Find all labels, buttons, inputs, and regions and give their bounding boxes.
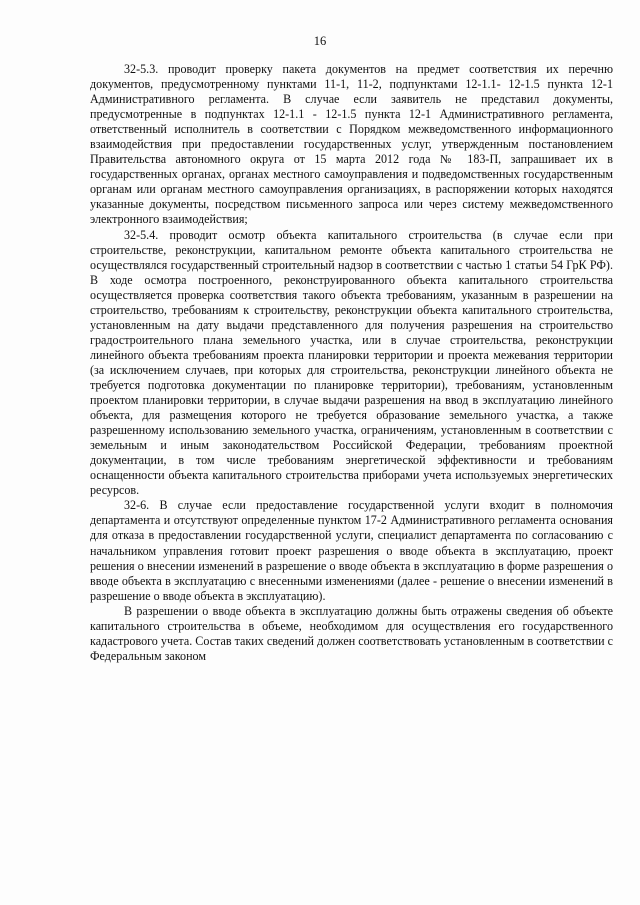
paragraph-32-5-4: 32-5.4. проводит осмотр объекта капитального строительства (в случае если при строительстве, реконструкции, капитальном ремонте объекта капитального строительства не осуществлялся государственный строительный надзор в соответствии с частью 1 статьи 54 ГрК РФ). В ходе осмотра построенного, реконструированного объекта капитального строительства осуществляется проверка соответствия такого объекта требованиям, указанным в разрешении на строительство, требованиям к строительству, реконструкции объекта капитального строительства, установленным на дату выдачи представленного для получения разрешения на строительство градостроительного плана земельного участка, или в случае строительства, реконструкции линейного объекта требованиям проекта планировки территории и проекта межевания территории (за исключением случаев, при которых для строительства, реконструкции линейного объекта не требуется подготовка документации по планировке территории), требованиям, установленным проектом планировки территории, в случае выдачи разрешения на ввод в эксплуатацию линейного объекта, для размещения которого не требуется образование земельного участка, а также разрешенному использованию земельного участка, ограничениям, установленным в соответствии с земельным и иным законодательством Российской Федерации, требованиям проектной документации, в том числе требованиям энергетической эффективности и требованиям оснащенности объекта капитального строительства приборами учета используемых энергетических ресурсов. (90, 227, 613, 498)
paragraph-32-5-3: 32-5.3. проводит проверку пакета документов на предмет соответствия их перечню документов, предусмотренному пунктами 11-1, 11-2, подпунктами 12-1.1- 12-1.5 пункта 12-1 Административного регламента. В случае если заявитель не представил документы, предусмотренные в подпунктах 12-1.1 - 12-1.5 пункта 12-1 Административного регламента, ответственный исполнитель в соответствии с Порядком межведомственного информационного взаимодействия при предоставлении государственных услуг, утвержденным постановлением Правительства автономного округа от 15 марта 2012 года № 183-П, запрашивает их в государственных органах, органах местного самоуправления и подведомственных государственным органам или органам местного самоуправления организациях, в распоряжении которых находятся указанные документы, посредством письменного запроса или через систему межведомственного электронного взаимодействия; (90, 62, 613, 227)
paragraph-permit-content: В разрешении о вводе объекта в эксплуатацию должны быть отражены сведения об объекте капитального строительства в объеме, необходимом для осуществления его государственного кадастрового учета. Состав таких сведений должен соответствовать установленным в соответствии с Федеральным законом (90, 603, 613, 663)
paragraph-32-6: 32-6. В случае если предоставление государственной услуги входит в полномочия департамента и отсутствуют определенные пунктом 17-2 Административного регламента основания для отказа в предоставлении государственной услуги, специалист департамента по согласованию с начальником управления готовит проект разрешения о вводе объекта в эксплуатацию, проект решения о внесении изменений в разрешение о вводе объекта в эксплуатацию в форме разрешения о вводе объекта в эксплуатацию с внесенными изменениями (далее - решение о внесении изменений в разрешение о вводе объекта в эксплуатацию). (90, 498, 613, 603)
document-body (90, 62, 613, 664)
page-number: 16 (313, 34, 327, 48)
